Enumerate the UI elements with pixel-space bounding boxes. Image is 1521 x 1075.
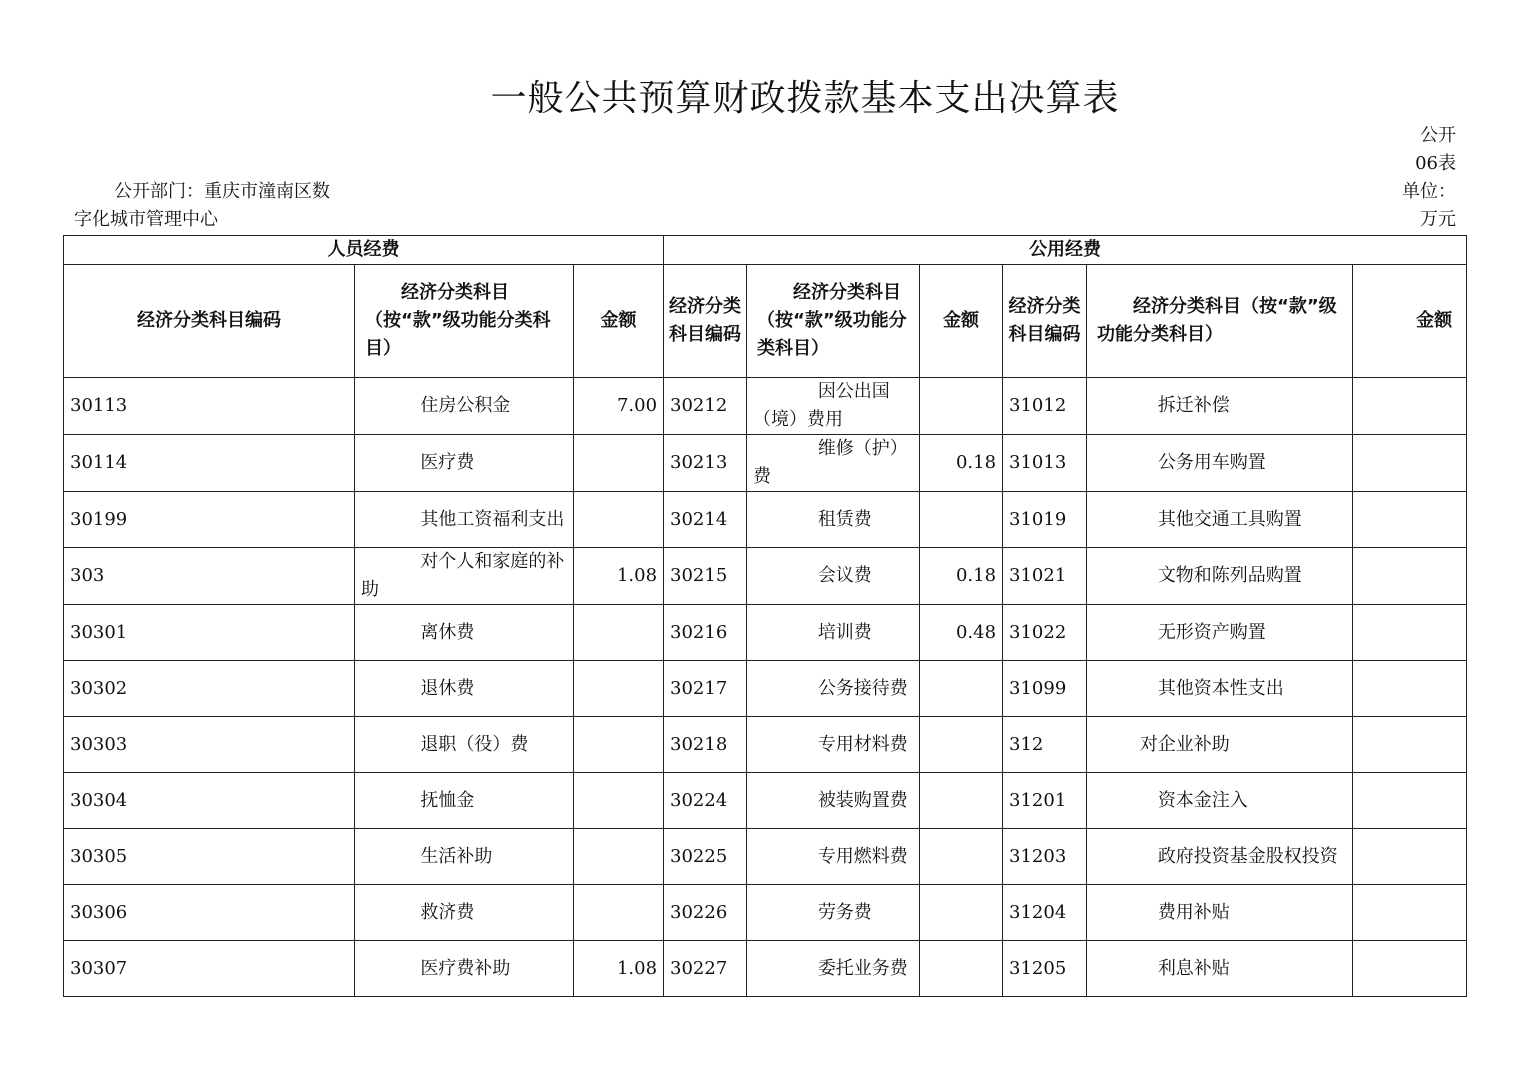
- table-row: [64, 829, 1467, 885]
- cell-code2: 30217: [664, 661, 747, 717]
- cell-amount: [574, 773, 664, 829]
- form-number: [1376, 122, 1456, 234]
- cell-item: 对个人和家庭的补助: [355, 548, 574, 605]
- table-row: [64, 548, 1467, 605]
- cell-item3: 文物和陈列品购置: [1087, 548, 1353, 605]
- cell-code: 30307: [64, 941, 355, 997]
- cell-amount: [574, 435, 664, 492]
- cell-item3: 公务用车购置: [1087, 435, 1353, 492]
- cell-code2: 30226: [664, 885, 747, 941]
- cell-amount3: [1353, 941, 1467, 997]
- cell-item3: 政府投资基金股权投资: [1087, 829, 1353, 885]
- cell-code3: 31013: [1003, 435, 1087, 492]
- page-title: 一般公共预算财政拨款基本支出决算表: [490, 78, 1120, 119]
- cell-amount3: [1353, 773, 1467, 829]
- cell-amount2: [920, 661, 1003, 717]
- department-line2: 字化城市管理中心: [74, 209, 218, 230]
- cell-code2: 30214: [664, 492, 747, 548]
- department-line1: 公开部门：重庆市潼南区数: [114, 181, 330, 202]
- cell-amount3: [1353, 492, 1467, 548]
- cell-amount: [574, 885, 664, 941]
- cell-amount: [574, 717, 664, 773]
- cell-amount2: [920, 941, 1003, 997]
- col-header-code2: 经济分类科目编码: [664, 265, 747, 378]
- table-row: [64, 941, 1467, 997]
- cell-amount2: 0.18: [920, 548, 1003, 605]
- cell-amount: [574, 829, 664, 885]
- cell-code2: 30227: [664, 941, 747, 997]
- cell-item: 抚恤金: [355, 773, 574, 829]
- cell-amount3: [1353, 378, 1467, 435]
- cell-amount2: 0.48: [920, 605, 1003, 661]
- cell-amount3: [1353, 885, 1467, 941]
- cell-code3: 31099: [1003, 661, 1087, 717]
- cell-item: 医疗费补助: [355, 941, 574, 997]
- col-header-code: 经济分类科目编码: [64, 265, 355, 378]
- cell-amount3: [1353, 605, 1467, 661]
- cell-code2: 30215: [664, 548, 747, 605]
- cell-code2: 30213: [664, 435, 747, 492]
- cell-item2: 专用燃料费: [747, 829, 920, 885]
- cell-amount2: [920, 492, 1003, 548]
- cell-code: 30199: [64, 492, 355, 548]
- cell-item3: 对企业补助: [1087, 717, 1353, 773]
- cell-item2: 委托业务费: [747, 941, 920, 997]
- cell-amount3: [1353, 661, 1467, 717]
- cell-code3: 31205: [1003, 941, 1087, 997]
- cell-code: 30302: [64, 661, 355, 717]
- cell-item3: 其他资本性支出: [1087, 661, 1353, 717]
- cell-amount: [574, 661, 664, 717]
- cell-amount: [574, 492, 664, 548]
- cell-code3: 31201: [1003, 773, 1087, 829]
- cell-code3: 31022: [1003, 605, 1087, 661]
- cell-item2: 公务接待费: [747, 661, 920, 717]
- cell-item: 住房公积金: [355, 378, 574, 435]
- table-row: [64, 435, 1467, 492]
- cell-code3: 31021: [1003, 548, 1087, 605]
- cell-amount2: [920, 378, 1003, 435]
- group-header-public: 公用经费: [664, 236, 1467, 265]
- cell-item: 离休费: [355, 605, 574, 661]
- budget-table: [63, 235, 1467, 997]
- col-header-item3: 经济分类科目（按“款”级功能分类科目）: [1087, 265, 1353, 378]
- cell-code2: 30224: [664, 773, 747, 829]
- cell-item2: 租赁费: [747, 492, 920, 548]
- cell-code3: 31204: [1003, 885, 1087, 941]
- table-row: [64, 717, 1467, 773]
- col-header-item2: 经济分类科目（按“款”级功能分类科目）: [747, 265, 920, 378]
- cell-code3: 31203: [1003, 829, 1087, 885]
- cell-code: 30306: [64, 885, 355, 941]
- cell-code2: 30216: [664, 605, 747, 661]
- cell-item: 退职（役）费: [355, 717, 574, 773]
- cell-item2: 会议费: [747, 548, 920, 605]
- cell-code: 30113: [64, 378, 355, 435]
- cell-amount3: [1353, 717, 1467, 773]
- form-number-line2: 06表: [1415, 153, 1456, 174]
- unit-label: 单位：: [1402, 181, 1456, 202]
- cell-code3: 31019: [1003, 492, 1087, 548]
- col-header-item: 经济分类科目（按“款”级功能分类科目）: [355, 265, 574, 378]
- cell-amount2: [920, 773, 1003, 829]
- cell-amount: 7.00: [574, 378, 664, 435]
- cell-item2: 被装购置费: [747, 773, 920, 829]
- cell-amount2: [920, 717, 1003, 773]
- cell-amount2: 0.18: [920, 435, 1003, 492]
- cell-item: 生活补助: [355, 829, 574, 885]
- cell-item: 医疗费: [355, 435, 574, 492]
- table-row: [64, 492, 1467, 548]
- group-header-personnel: 人员经费: [64, 236, 664, 265]
- cell-item3: 拆迁补偿: [1087, 378, 1353, 435]
- cell-item2: 维修（护）费: [747, 435, 920, 492]
- cell-item2: 专用材料费: [747, 717, 920, 773]
- cell-item3: 其他交通工具购置: [1087, 492, 1353, 548]
- cell-code: 30303: [64, 717, 355, 773]
- cell-item2: 劳务费: [747, 885, 920, 941]
- cell-amount: [574, 605, 664, 661]
- form-number-line1: 公开: [1420, 125, 1456, 146]
- table-row: [64, 773, 1467, 829]
- cell-item: 退休费: [355, 661, 574, 717]
- cell-code: 303: [64, 548, 355, 605]
- unit-value: 万元: [1420, 209, 1456, 230]
- table-row: [64, 605, 1467, 661]
- col-header-amount2: 金额: [920, 265, 1003, 378]
- cell-item: 其他工资福利支出: [355, 492, 574, 548]
- cell-code: 30304: [64, 773, 355, 829]
- table-row: [64, 661, 1467, 717]
- cell-item3: 资本金注入: [1087, 773, 1353, 829]
- col-header-amount3: 金额: [1353, 265, 1467, 378]
- cell-amount2: [920, 885, 1003, 941]
- col-header-amount: 金额: [574, 265, 664, 378]
- cell-code3: 31012: [1003, 378, 1087, 435]
- cell-code: 30305: [64, 829, 355, 885]
- cell-item3: 费用补贴: [1087, 885, 1353, 941]
- cell-item2: 培训费: [747, 605, 920, 661]
- table-row: [64, 885, 1467, 941]
- table-row: [64, 378, 1467, 435]
- cell-amount2: [920, 829, 1003, 885]
- cell-item2: 因公出国（境）费用: [747, 378, 920, 435]
- cell-amount: 1.08: [574, 941, 664, 997]
- cell-amount3: [1353, 435, 1467, 492]
- cell-code2: 30212: [664, 378, 747, 435]
- cell-amount3: [1353, 829, 1467, 885]
- cell-amount: 1.08: [574, 548, 664, 605]
- cell-item: 救济费: [355, 885, 574, 941]
- cell-item3: 利息补贴: [1087, 941, 1353, 997]
- department-info: [74, 178, 374, 234]
- cell-code: 30114: [64, 435, 355, 492]
- cell-code: 30301: [64, 605, 355, 661]
- cell-code2: 30218: [664, 717, 747, 773]
- cell-amount3: [1353, 548, 1467, 605]
- cell-item3: 无形资产购置: [1087, 605, 1353, 661]
- col-header-code3: 经济分类科目编码: [1003, 265, 1087, 378]
- cell-code2: 30225: [664, 829, 747, 885]
- cell-code3: 312: [1003, 717, 1087, 773]
